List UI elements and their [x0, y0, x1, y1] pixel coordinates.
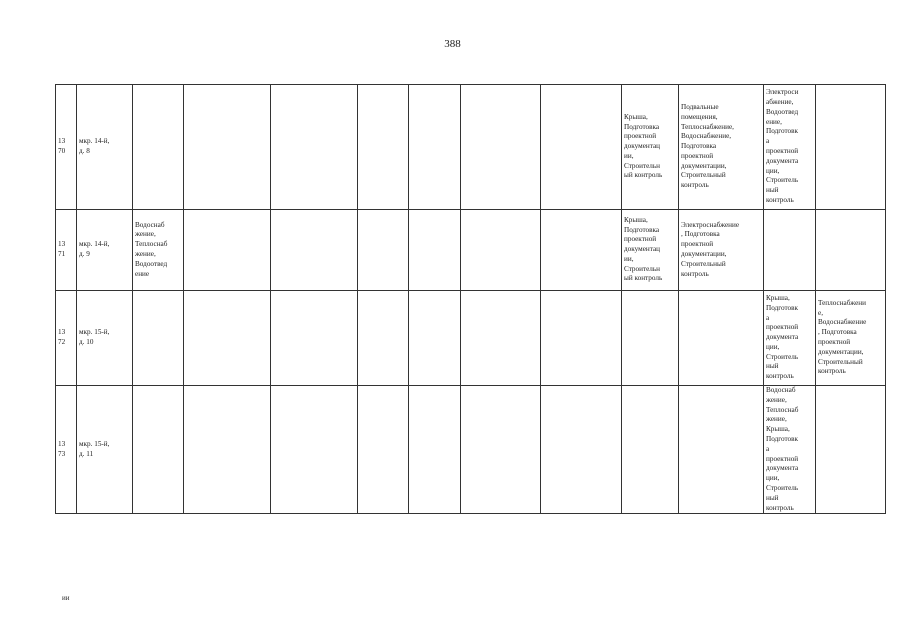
empty-cell [541, 386, 622, 514]
address-cell: мкр. 14-й, д. 8 [77, 85, 133, 210]
works-col-10 [622, 291, 679, 386]
page-number: 388 [444, 38, 461, 50]
empty-cell [184, 291, 271, 386]
table-row [56, 85, 886, 210]
empty-cell [461, 291, 541, 386]
row-number: 13 72 [56, 291, 77, 386]
empty-cell [541, 291, 622, 386]
works-col-10: Крыша, Подготовка проектной документац ии, Строительн ый контроль [622, 85, 679, 210]
empty-cell [409, 85, 461, 210]
empty-cell [271, 291, 358, 386]
works-col-3 [133, 85, 184, 210]
address-cell: мкр. 15-й, д. 11 [77, 386, 133, 514]
empty-cell [271, 386, 358, 514]
works-col-13 [816, 386, 886, 514]
row-number: 13 73 [56, 386, 77, 514]
empty-cell [184, 210, 271, 291]
table-row [56, 291, 886, 386]
empty-cell [271, 210, 358, 291]
works-col-13 [816, 85, 886, 210]
works-col-13: Теплоснабжени е, Водоснабжение , Подготовка проектной документации, Строительный контроль [816, 291, 886, 386]
address-cell: мкр. 14-й, д. 9 [77, 210, 133, 291]
empty-cell [358, 210, 409, 291]
address-cell: мкр. 15-й, д. 10 [77, 291, 133, 386]
row-number: 13 70 [56, 85, 77, 210]
empty-cell [461, 85, 541, 210]
works-col-11: Электроснабжение , Подготовка проектной документации, Строительный контроль [679, 210, 764, 291]
works-col-12: Электроси абжение, Водоотвед ение, Подготовк а проектной документа ции, Строитель ный контроль [764, 85, 816, 210]
table-row [56, 210, 886, 291]
repair-schedule-table [55, 84, 886, 514]
works-col-11 [679, 386, 764, 514]
empty-cell [358, 386, 409, 514]
works-col-3 [133, 291, 184, 386]
empty-cell [461, 210, 541, 291]
empty-cell [184, 85, 271, 210]
works-col-3 [133, 386, 184, 514]
works-col-10: Крыша, Подготовка проектной документац ии, Строительн ый контроль [622, 210, 679, 291]
table-row [56, 386, 886, 514]
works-col-11: Подвальные помещения, Теплоснабжение, Водоснабжение, Подготовка проектной документации, Строительный контроль [679, 85, 764, 210]
empty-cell [358, 85, 409, 210]
works-col-12: Крыша, Подготовк а проектной документа ции, Строитель ный контроль [764, 291, 816, 386]
empty-cell [409, 291, 461, 386]
footer-mark: ии [62, 594, 70, 602]
works-col-11 [679, 291, 764, 386]
empty-cell [461, 386, 541, 514]
row-number: 13 71 [56, 210, 77, 291]
empty-cell [271, 85, 358, 210]
empty-cell [409, 386, 461, 514]
empty-cell [541, 210, 622, 291]
empty-cell [409, 210, 461, 291]
works-col-3: Водоснаб жение, Теплоснаб жение, Водоотвед ение [133, 210, 184, 291]
empty-cell [541, 85, 622, 210]
works-col-10 [622, 386, 679, 514]
empty-cell [358, 291, 409, 386]
empty-cell [184, 386, 271, 514]
works-col-12 [764, 210, 816, 291]
works-col-13 [816, 210, 886, 291]
works-col-12: Водоснаб жение, Теплоснаб жение, Крыша, Подготовк а проектной документа ции, Строитель ный контроль [764, 386, 816, 514]
